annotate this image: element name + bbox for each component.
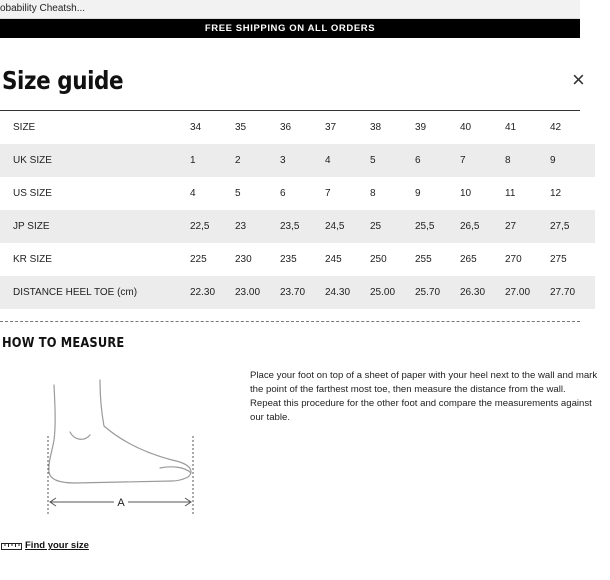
how-to-measure-title: HOW TO MEASURE	[2, 335, 125, 351]
size-cell: 27,5	[550, 210, 595, 243]
size-cell: 36	[280, 122, 292, 133]
size-cell: 34	[190, 122, 202, 133]
size-cell: 2	[235, 144, 280, 177]
size-cell: 3	[280, 144, 325, 177]
size-table-row	[0, 276, 595, 309]
size-cell: 6	[415, 144, 460, 177]
size-cell: 41	[505, 122, 517, 133]
size-cell: 5	[370, 144, 415, 177]
size-table-container	[0, 110, 580, 309]
size-cell: 8	[505, 144, 550, 177]
size-cell: 37	[325, 122, 337, 133]
size-cell: 9	[415, 188, 421, 199]
size-cell: 25,5	[415, 210, 460, 243]
size-cell: 7	[460, 144, 505, 177]
size-table-row	[0, 144, 595, 177]
ruler-icon	[1, 541, 22, 550]
size-cell: 39	[415, 122, 427, 133]
size-cell: 38	[370, 122, 382, 133]
shipping-banner-text: FREE SHIPPING ON ALL ORDERS	[204, 23, 376, 34]
size-cell: 4	[325, 144, 370, 177]
size-cell: 42	[550, 122, 562, 133]
instruction-line: the point of the farthest most toe, then measure the distance from the wall.	[250, 384, 566, 395]
size-cell: 23.70	[280, 276, 325, 309]
size-row-label: JP SIZE	[0, 210, 190, 243]
size-cell: 4	[190, 188, 196, 199]
size-cell: 25.70	[415, 276, 460, 309]
size-table-row	[0, 111, 595, 144]
size-cell: 265	[460, 254, 477, 265]
size-cell: 25	[370, 210, 415, 243]
size-row-label: DISTANCE HEEL TOE (cm)	[0, 276, 190, 309]
instruction-line: Repeat this procedure for the other foot and compare the measurements against	[250, 398, 592, 409]
browser-tab[interactable]	[0, 0, 580, 19]
close-icon[interactable]: ×	[572, 67, 585, 92]
size-cell: 270	[505, 254, 522, 265]
size-cell: 24,5	[325, 210, 370, 243]
size-cell: 235	[280, 254, 297, 265]
size-cell: 12	[550, 188, 562, 199]
diagram-label-a: A	[117, 497, 125, 509]
instruction-line: our table.	[250, 412, 291, 423]
size-table-row	[0, 243, 595, 276]
size-cell: 8	[370, 188, 376, 199]
shipping-banner	[0, 19, 580, 38]
size-table-row	[0, 210, 595, 243]
size-row-label: UK SIZE	[0, 144, 190, 177]
size-cell: 255	[415, 254, 432, 265]
size-cell: 6	[280, 188, 286, 199]
size-cell: 7	[325, 188, 331, 199]
size-cell: 10	[460, 188, 472, 199]
size-cell: 26.30	[460, 276, 505, 309]
measure-instructions	[250, 369, 610, 425]
size-cell: 245	[325, 254, 342, 265]
size-cell: 25.00	[370, 276, 415, 309]
size-cell: 26,5	[460, 210, 505, 243]
size-cell: 27.70	[550, 276, 595, 309]
browser-tab-title: obability Cheatsh...	[0, 3, 86, 14]
size-row-label: US SIZE	[13, 188, 52, 199]
foot-outline-icon	[40, 380, 200, 520]
size-cell: 5	[235, 188, 241, 199]
find-your-size-link[interactable]	[1, 540, 89, 551]
size-cell: 40	[460, 122, 472, 133]
size-cell: 22,5	[190, 210, 235, 243]
size-guide-title: Size guide	[2, 66, 124, 95]
size-cell: 275	[550, 254, 567, 265]
size-table-row	[0, 177, 595, 210]
size-row-label: KR SIZE	[13, 254, 52, 265]
size-cell: 225	[190, 254, 207, 265]
size-row-label: SIZE	[13, 122, 36, 133]
size-cell: 27.00	[505, 276, 550, 309]
instruction-line: Place your foot on top of a sheet of paper with your heel next to the wall and mark	[250, 370, 598, 381]
section-divider	[0, 321, 580, 322]
size-cell: 250	[370, 254, 387, 265]
size-cell: 9	[550, 144, 595, 177]
size-cell: 23	[235, 210, 280, 243]
size-table	[0, 111, 595, 309]
size-cell: 35	[235, 122, 247, 133]
size-cell: 23.00	[235, 276, 280, 309]
size-cell: 11	[505, 188, 516, 199]
find-your-size-text[interactable]: Find your size	[25, 540, 89, 551]
size-cell: 1	[190, 144, 235, 177]
size-cell: 22.30	[190, 276, 235, 309]
size-cell: 27	[505, 210, 550, 243]
size-cell: 24.30	[325, 276, 370, 309]
size-cell: 230	[235, 254, 252, 265]
size-cell: 23,5	[280, 210, 325, 243]
